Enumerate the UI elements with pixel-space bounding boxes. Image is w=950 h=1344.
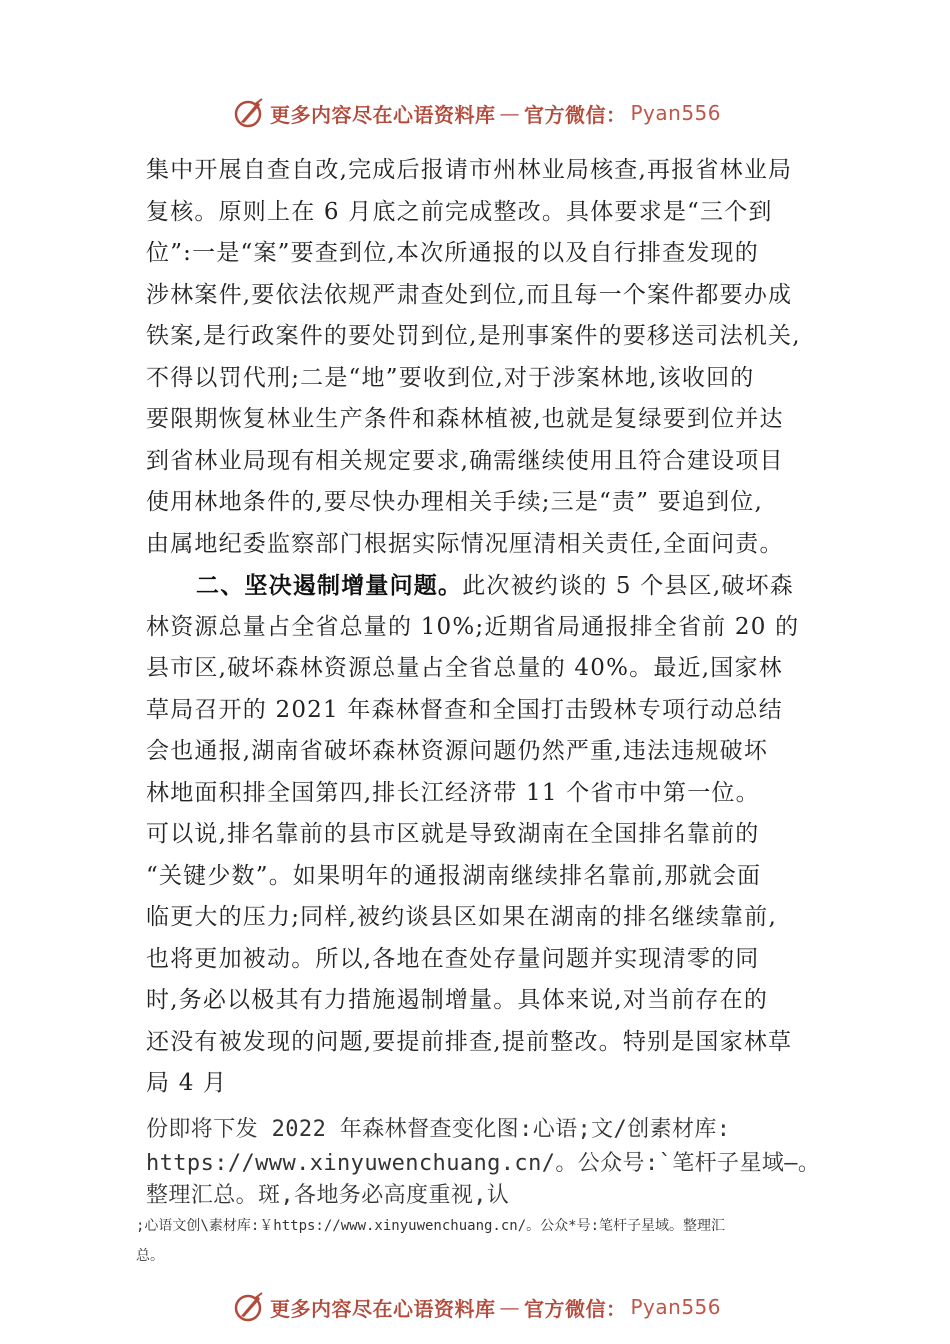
- injected-line: https://www.xinyuwenchuang.cn/。公众号:`笔杆子星域—。: [146, 1151, 821, 1176]
- text-line: 不得以罚代刑;二是“地”要收到位,对于涉案林地,该收回的: [146, 364, 755, 391]
- quill-logo-icon: [232, 1290, 266, 1324]
- text-line: “关键少数”。如果明年的通报湖南继续排名靠前,那就会面: [146, 862, 762, 889]
- text-line: 会也通报,湖南省破坏森林资源问题仍然严重,违法违规破坏: [146, 738, 769, 764]
- text-line: 可以说,排名靠前的县市区就是导致湖南在全国排名靠前的: [146, 821, 760, 847]
- text-line: 到省林业局现有相关规定要求,确需继续使用且符合建设项目: [146, 447, 784, 474]
- text-line: 复核。原则上在 6 月底之前完成整改。具体要求是“三个到: [146, 198, 773, 225]
- text-line: 时,务必以极其有力措施遏制增量。具体来说,对当前存在的: [146, 987, 769, 1013]
- text-line: 还没有被发现的问题,要提前排查,提前整改。特别是国家林草: [146, 1028, 793, 1055]
- text-line: 也将更加被动。所以,各地在查处存量问题并实现清零的同: [146, 945, 760, 972]
- watermark-header: [232, 96, 721, 130]
- watermark-wechat-id: Pyan556: [630, 1295, 722, 1319]
- text-line: 此次被约谈的 5 个县区,破坏森: [462, 573, 794, 599]
- text-line: 林地面积排全国第四,排长江经济带 11 个省市中第一位。: [146, 779, 760, 806]
- watermark-dash: —: [499, 1295, 520, 1319]
- text-line: 涉林案件,要依法依规严肃查处到位,而且每一个案件都要办成: [146, 281, 793, 308]
- section-heading: 二、坚决遏制增量问题。: [196, 572, 463, 599]
- text-line: 要限期恢复林业生产条件和森林植被,也就是复绿要到位并达: [146, 406, 784, 432]
- watermark-title: 更多内容尽在心语资料库: [270, 1296, 496, 1321]
- watermark-dash: —: [499, 101, 520, 125]
- footnote-line: ;心语文创\素材库:￥https://www.xinyuwenchuang.cn/。公众*号:笔杆子星域。整理汇: [136, 1218, 726, 1234]
- text-line: 集中开展自查自改,完成后报请市州林业局核查,再报省林业局: [146, 157, 793, 183]
- watermark-wechat-label: 官方微信：: [524, 1296, 627, 1321]
- quill-logo-icon: [232, 96, 266, 130]
- text-line: 铁案,是行政案件的要处罚到位,是刑事案件的要移送司法机关,: [146, 323, 801, 349]
- injected-line: 整理汇总。斑,各地务必高度重视,认: [146, 1183, 510, 1208]
- footnote-line: 总。: [136, 1248, 164, 1264]
- text-line: 草局召开的 2021 年森林督查和全国打击毁林专项行动总结: [146, 696, 783, 723]
- text-line: 临更大的压力;同样,被约谈县区如果在湖南的排名继续靠前,: [146, 904, 777, 930]
- section-heading-line: [146, 565, 826, 607]
- watermark-title: 更多内容尽在心语资料库: [270, 102, 496, 127]
- text-line: 林资源总量占全省总量的 10%;近期省局通报排全省前 20 的: [146, 613, 800, 640]
- text-line: 位”:一是“案”要查到位,本次所通报的以及自行排查发现的: [146, 240, 759, 266]
- document-body: [146, 150, 826, 1105]
- text-line: 使用林地条件的,要尽快办理相关手续;三是“责” 要追到位,: [146, 489, 763, 515]
- watermark-wechat-label: 官方微信：: [524, 102, 627, 127]
- text-line: 由属地纪委监察部门根据实际情况厘清相关责任,全面问责。: [146, 530, 784, 557]
- watermark-footer: [232, 1290, 721, 1324]
- injected-line: 份即将下发 2022 年森林督查变化图:心语;文/创素材库:: [146, 1117, 731, 1142]
- watermark-wechat-id: Pyan556: [630, 101, 722, 125]
- text-line: 县市区,破坏森林资源总量占全省总量的 40%。最近,国家林: [146, 655, 783, 681]
- text-line: 局 4 月: [146, 1070, 228, 1096]
